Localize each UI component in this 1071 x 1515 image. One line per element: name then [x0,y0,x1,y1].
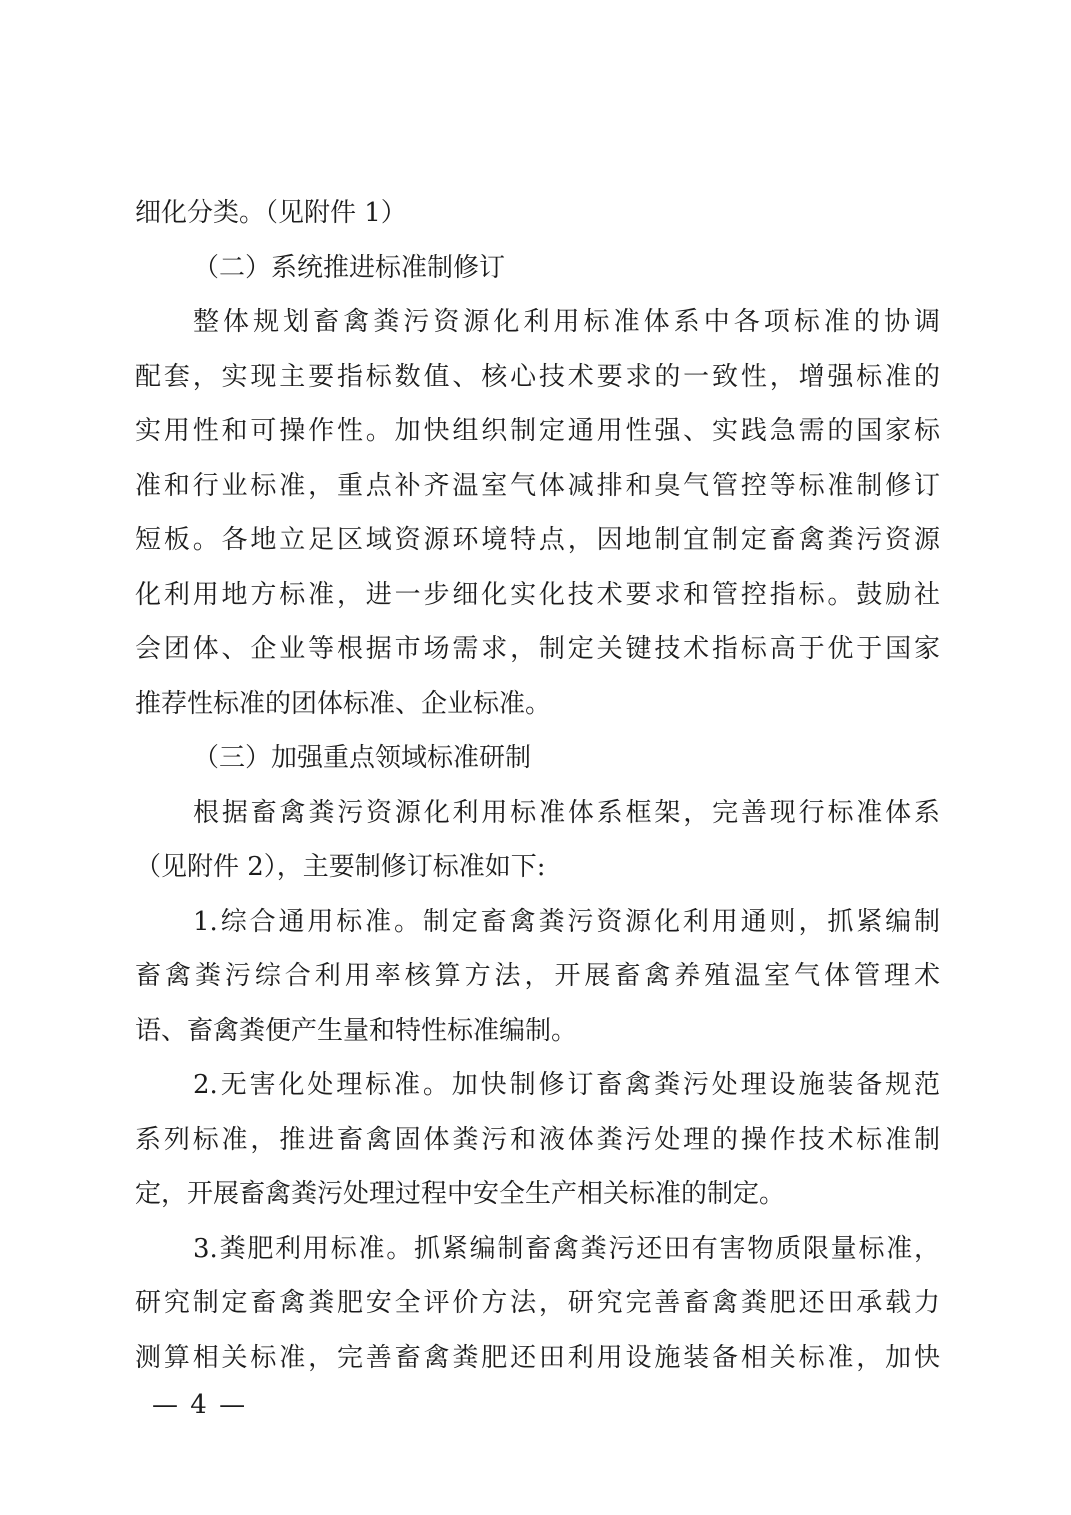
text-line: 会团体、企业等根据市场需求，制定关键技术指标高于优于国家 [135,634,940,664]
text-line: （见附件 2），主要制修订标准如下: [135,852,546,882]
text-line: 2.无害化处理标准。加快制修订畜禽粪污处理设施装备规范 [193,1070,940,1100]
text-line: 准和行业标准，重点补齐温室气体减排和臭气管控等标准制修订 [135,470,940,501]
text-line: 测算相关标准，完善畜禽粪肥还田利用设施装备相关标准，加快 [135,1342,940,1373]
text-line: 推荐性标准的团体标准、企业标准。 [135,688,552,719]
document-body [135,186,940,1385]
text-line: 语、畜禽粪便产生量和特性标准编制。 [135,1015,578,1046]
section-heading-3: （三）加强重点领域标准研制 [193,743,532,773]
text-line: 短板。各地立足区域资源环境特点，因地制宜制定畜禽粪污资源 [135,525,940,555]
text-line: 配套，实现主要指标数值、核心技术要求的一致性，增强标准的 [135,361,940,392]
text-line: 化利用地方标准，进一步细化实化技术要求和管控指标。鼓励社 [135,579,940,610]
section-heading-2: （二）系统推进标准制修订 [193,252,506,283]
text-line: 研究制定畜禽粪肥安全评价方法，研究完善畜禽粪肥还田承载力 [135,1288,940,1318]
text-line: 1.综合通用标准。制定畜禽粪污资源化利用通则，抓紧编制 [193,906,940,937]
text-line: 根据畜禽粪污资源化利用标准体系框架，完善现行标准体系 [193,797,940,828]
text-line: 实用性和可操作性。加快组织制定通用性强、实践急需的国家标 [135,416,940,446]
text-line: 畜禽粪污综合利用率核算方法，开展畜禽养殖温室气体管理术 [135,961,940,991]
text-line: 细化分类。（见附件 1） [135,198,407,228]
text-line: 3.粪肥利用标准。抓紧编制畜禽粪污还田有害物质限量标准， [193,1233,940,1264]
text-line: 定，开展畜禽粪污处理过程中安全生产相关标准的制定。 [135,1179,786,1209]
text-line: 整体规划畜禽粪污资源化利用标准体系中各项标准的协调 [193,307,940,337]
page-number: — 4 — [152,1390,248,1420]
text-line: 系列标准，推进畜禽固体粪污和液体粪污处理的操作技术标准制 [135,1124,940,1155]
